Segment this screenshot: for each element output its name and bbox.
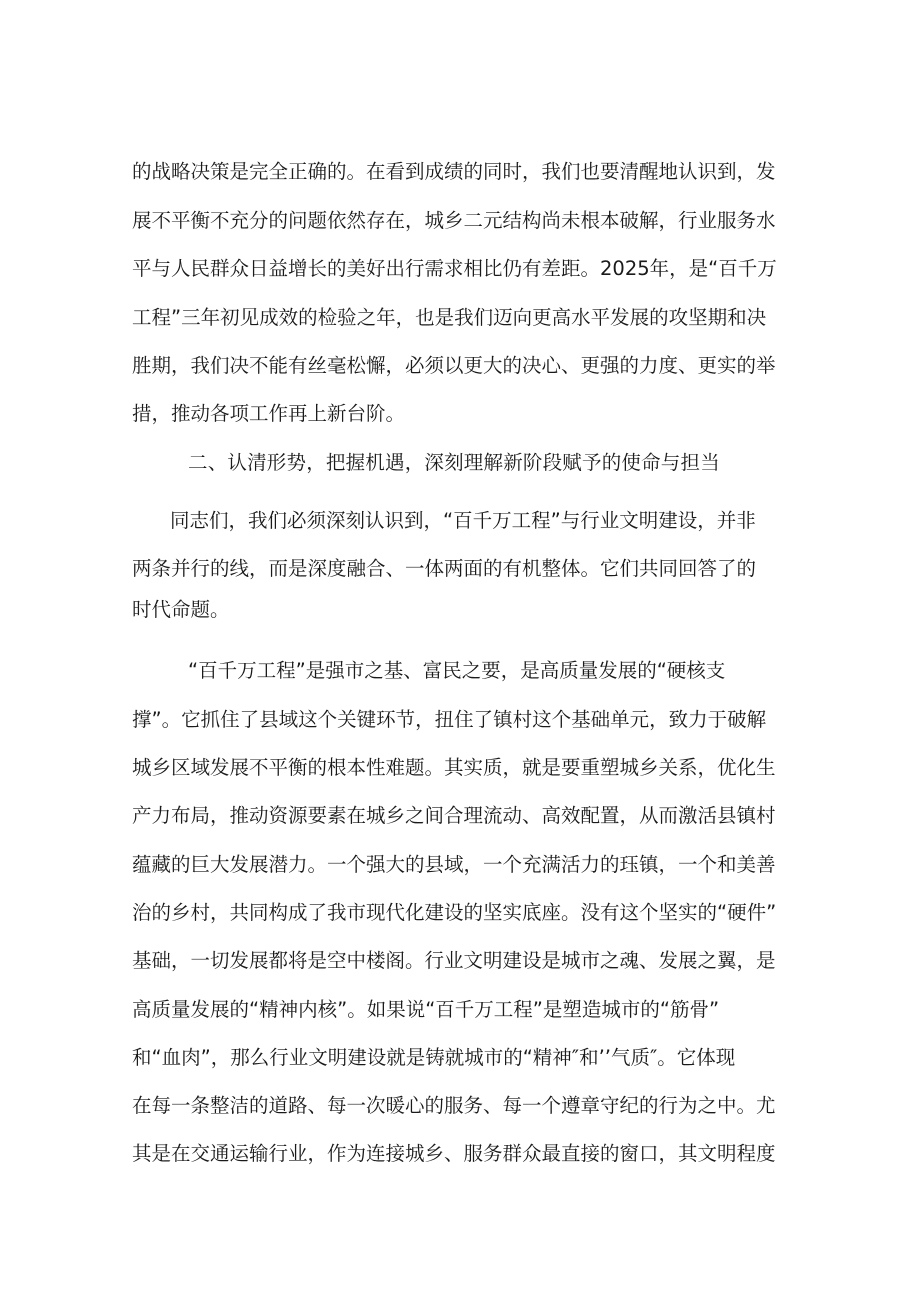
section-heading: 二、认清形势，把握机遇，深刻理解新阶段赋予的使命与担当 xyxy=(188,451,720,474)
para1-line-5: 胜期，我们决不能有丝毫松懈，必须以更大的决心、更强的力度、更实的举 xyxy=(132,354,776,377)
para3-line-1: “百千万工程”是强市之基、富民之要，是高质量发展的“硬核支 xyxy=(188,659,726,682)
para1-line-4: 工程”三年初见成效的检验之年，也是我们迈向更高水平发展的攻坚期和决 xyxy=(132,306,767,329)
para3-line-11: 其是在交通运输行业，作为连接城乡、服务群众最直接的窗口，其文明程度 xyxy=(132,1142,776,1165)
para3-line-4: 产力布局，推动资源要素在城乡之间合理流动、高效配置，从而激活县镇村 xyxy=(132,804,776,827)
para1-line-6: 措，推动各项工作再上新台阶。 xyxy=(132,402,406,425)
para2-line-2: 两条并行的线，而是深度融合、一体两面的有机整体。它们共同回答了的 xyxy=(132,557,757,580)
para3-line-3: 城乡区域发展不平衡的根本性难题。其实质，就是要重塑城乡关系，优化生 xyxy=(132,756,776,779)
para3-line-6: 治的乡村，共同构成了我市现代化建设的坚实底座。没有这个坚实的“硬件” xyxy=(132,901,777,924)
para3-line-7: 基础，一切发展都将是空中楼阁。行业文明建设是城市之魂、发展之翼，是 xyxy=(132,949,776,972)
para1-line-2: 展不平衡不充分的问题依然存在，城乡二元结构尚未根本破解，行业服务水 xyxy=(132,209,776,232)
para1-line-3: 平与人民群众日益增长的美好出行需求相比仍有差距。2025年，是“百千万 xyxy=(132,257,777,280)
para1-line-1: 的战略决策是完全正确的。在看到成绩的同时，我们也要清醒地认识到，发 xyxy=(132,160,776,183)
para3-line-2: 撑”。它抓住了县域这个关键环节，扭住了镇村这个基础单元，致力于破解 xyxy=(132,708,767,731)
para2-line-3: 时代命题。 xyxy=(132,598,230,621)
para2-line-1: 同志们，我们必须深刻认识到，“百千万工程”与行业文明建设，并非 xyxy=(170,509,756,532)
para3-line-8: 高质量发展的“精神内核”。如果说“百千万工程”是塑造城市的“筋骨” xyxy=(132,998,720,1021)
para3-line-10: 在每一条整洁的道路、每一次暖心的服务、每一个遵章守纪的行为之中。尤 xyxy=(132,1094,776,1117)
para3-line-9: 和“血肉”，那么行业文明建设就是铸就城市的“精神″和’’气质″。它体现 xyxy=(132,1046,736,1069)
para3-line-5: 蕴藏的巨大发展潜力。一个强大的县域，一个充满活力的珏镇，一个和美善 xyxy=(132,853,776,876)
